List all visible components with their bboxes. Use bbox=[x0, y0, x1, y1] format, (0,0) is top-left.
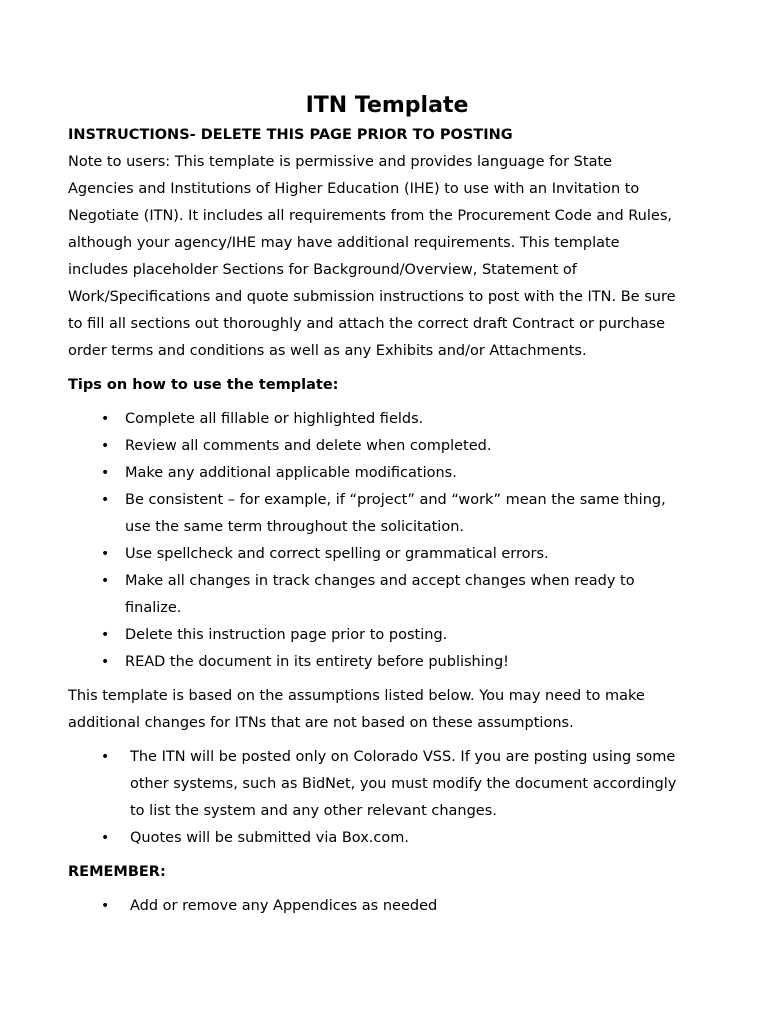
list-item-text: Use spellcheck and correct spelling or grammatical errors. bbox=[125, 546, 549, 562]
list-item-text: Add or remove any Appendices as needed bbox=[130, 898, 438, 914]
note-line: Work/Specifications and quote submission instructions to post with the ITN. Be sure bbox=[68, 289, 676, 305]
document-page bbox=[68, 90, 708, 920]
tips-heading: Tips on how to use the template: bbox=[68, 377, 339, 393]
bullet-icon: • bbox=[101, 411, 110, 427]
note-line: Note to users: This template is permissive and provides language for State bbox=[68, 154, 613, 170]
bullet-icon: • bbox=[101, 654, 110, 670]
note-line: Agencies and Institutions of Higher Education (IHE) to use with an Invitation to bbox=[68, 181, 640, 197]
remember-heading: REMEMBER: bbox=[68, 864, 166, 880]
instructions-heading: INSTRUCTIONS- DELETE THIS PAGE PRIOR TO POSTING bbox=[68, 127, 513, 143]
note-line: Negotiate (ITN). It includes all requirements from the Procurement Code and Rules, bbox=[68, 208, 672, 224]
list-item bbox=[68, 622, 708, 649]
assumptions-line: additional changes for ITNs that are not based on these assumptions. bbox=[68, 715, 574, 731]
list-item-text: Quotes will be submitted via Box.com. bbox=[130, 830, 409, 846]
list-item-text: READ the document in its entirety before publishing! bbox=[125, 654, 509, 670]
list-item-text: finalize. bbox=[125, 600, 182, 616]
list-item-text: to list the system and any other relevant changes. bbox=[130, 803, 497, 819]
list-item bbox=[68, 433, 708, 460]
list-item-text: The ITN will be posted only on Colorado VSS. If you are posting using some bbox=[130, 749, 676, 765]
list-item bbox=[68, 649, 708, 676]
bullet-icon: • bbox=[101, 830, 110, 846]
list-item bbox=[68, 406, 708, 433]
list-item bbox=[68, 744, 708, 825]
list-item bbox=[68, 460, 708, 487]
bullet-icon: • bbox=[101, 546, 110, 562]
bullet-icon: • bbox=[101, 438, 110, 454]
list-item-text: Complete all fillable or highlighted fields. bbox=[125, 411, 424, 427]
assumptions-list bbox=[68, 744, 708, 852]
list-item-text: other systems, such as BidNet, you must modify the document accordingly bbox=[130, 776, 677, 792]
note-paragraph bbox=[68, 149, 708, 365]
note-line: order terms and conditions as well as any Exhibits and/or Attachments. bbox=[68, 343, 587, 359]
bullet-icon: • bbox=[101, 898, 110, 914]
list-item bbox=[68, 487, 708, 541]
tips-list bbox=[68, 406, 708, 676]
list-item-text: Make any additional applicable modifications. bbox=[125, 465, 457, 481]
list-item bbox=[68, 825, 708, 852]
remember-list bbox=[68, 893, 708, 920]
note-line: to fill all sections out thoroughly and attach the correct draft Contract or purchase bbox=[68, 316, 666, 332]
list-item-text: Delete this instruction page prior to posting. bbox=[125, 627, 448, 643]
list-item bbox=[68, 893, 708, 920]
list-item-text: Review all comments and delete when completed. bbox=[125, 438, 492, 454]
list-item bbox=[68, 541, 708, 568]
list-item-text: use the same term throughout the solicitation. bbox=[125, 519, 464, 535]
bullet-icon: • bbox=[101, 749, 110, 765]
list-item bbox=[68, 568, 708, 622]
assumptions-line: This template is based on the assumptions listed below. You may need to make bbox=[68, 688, 645, 704]
note-line: although your agency/IHE may have additional requirements. This template bbox=[68, 235, 620, 251]
bullet-icon: • bbox=[101, 627, 110, 643]
bullet-icon: • bbox=[101, 573, 110, 589]
assumptions-paragraph bbox=[68, 683, 708, 737]
bullet-icon: • bbox=[101, 465, 110, 481]
bullet-icon: • bbox=[101, 492, 110, 508]
list-item-text: Make all changes in track changes and accept changes when ready to bbox=[125, 573, 635, 589]
page-title: ITN Template bbox=[305, 93, 469, 118]
list-item-text: Be consistent – for example, if “project” and “work” mean the same thing, bbox=[125, 492, 666, 508]
note-line: includes placeholder Sections for Background/Overview, Statement of bbox=[68, 262, 577, 278]
